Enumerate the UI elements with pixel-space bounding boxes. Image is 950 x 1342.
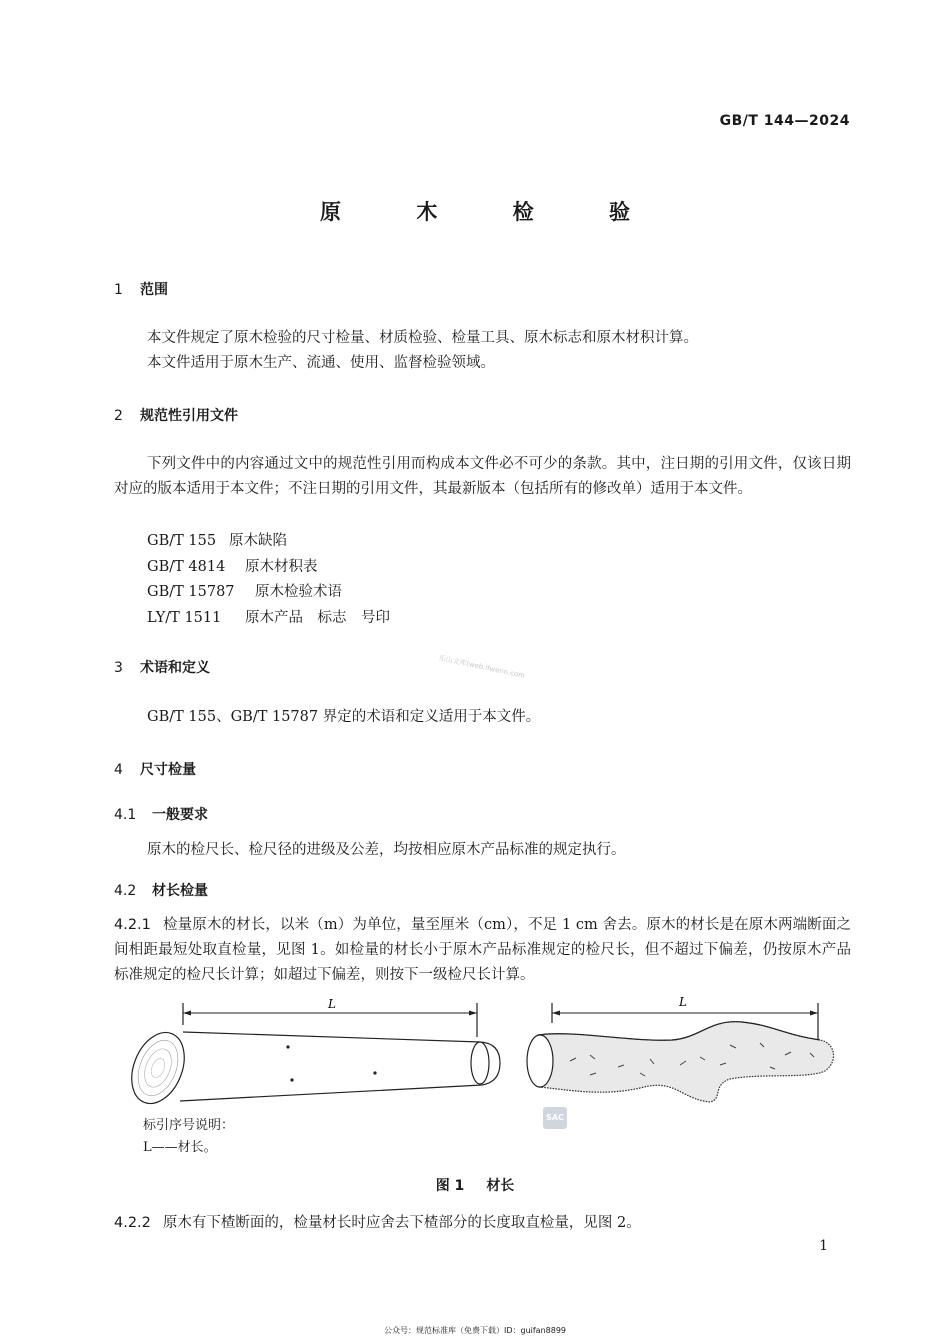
section-1-heading [114, 279, 168, 299]
subsection-4-2-heading [114, 880, 208, 900]
ref-code: GB/T 155 [147, 533, 217, 549]
subsection-title: 材长检量 [152, 883, 208, 899]
section-title: 术语和定义 [140, 660, 210, 676]
section-2-para-1: 下列文件中的内容通过文中的规范性引用而构成本文件必不可少的条款。其中，注日期的引用文件，仅该日期对应的版本适用于本文件；不注日期的引用文件，其最新版本（包括所有的修改单）适用于本文件。 [114, 456, 851, 497]
section-3-heading [114, 657, 210, 677]
ref-title: 原木产品 标志 号印 [245, 610, 390, 626]
page-number: 1 [819, 1238, 828, 1254]
section-number: 4 [114, 762, 123, 778]
subsection-title: 一般要求 [152, 807, 208, 823]
figure-legend-title: 标引序号说明： [143, 1118, 235, 1133]
clause-text: 检量原木的材长，以米（m）为单位，量至厘米（cm），不足 1 cm 舍去。原木的材长是在原木两端断面之间相距最短处取直检量，见图 1。如检量的材长小于原木产品标准规定的检尺长，但不超过下偏差，仍按原木产品标准规定的检尺长计算；如超过下偏差，则按下一级检尺长计算。 [114, 917, 851, 983]
normative-ref [147, 555, 318, 576]
ref-code: LY/T 1511 [147, 610, 222, 626]
subsection-number: 4.2 [114, 883, 137, 899]
clause-number: 4.2.1 [114, 917, 151, 933]
length-label-right: L [679, 995, 687, 1009]
ref-title: 原木检验术语 [255, 584, 342, 600]
normative-ref [147, 580, 342, 601]
clause-4-2-1 [114, 913, 851, 988]
clause-number: 4.2.2 [114, 1215, 151, 1231]
watermark: 乐山文库(web.lfwenn.com [438, 653, 526, 681]
ref-title: 原木缺陷 [229, 533, 287, 549]
footer-note: 公众号：规范标准库（免费下载）ID：guifan8899 [383, 1326, 567, 1335]
figure-legend-item: L——材长。 [143, 1140, 217, 1155]
clause-text: 原木有下楂断面的，检量材长时应舍去下楂部分的长度取直检量，见图 2。 [162, 1215, 641, 1231]
subsection-number: 4.1 [114, 807, 137, 823]
section-1-para-1: 本文件规定了原木检验的尺寸检量、材质检验、检量工具、原木标志和原木材积计算。 [147, 330, 698, 346]
section-2-heading [114, 405, 238, 425]
ref-code: GB/T 15787 [147, 584, 235, 600]
ref-title: 原木材积表 [245, 559, 318, 575]
ref-code: GB/T 4814 [147, 559, 226, 575]
subsection-4-1-para: 原木的检尺长、检尺径的进级及公差，均按相应原木产品标准的规定执行。 [147, 842, 626, 858]
section-title: 规范性引用文件 [140, 408, 238, 424]
normative-ref [147, 529, 287, 550]
figure-title: 材长 [486, 1178, 515, 1194]
section-number: 1 [114, 282, 123, 298]
figure-number: 图 1 [435, 1178, 465, 1194]
section-title: 范围 [140, 282, 168, 298]
standard-code: GB/T 144—2024 [719, 113, 850, 129]
length-label-left: L [328, 997, 336, 1011]
section-4-heading [114, 759, 196, 779]
clause-4-2-2 [114, 1211, 851, 1236]
section-3-para-1: GB/T 155、GB/T 15787 界定的术语和定义适用于本文件。 [147, 709, 541, 725]
document-title: 原 木 检 验 [320, 200, 664, 224]
crooked-log-illustration [527, 1003, 834, 1102]
section-number: 2 [114, 408, 123, 424]
figure-1-log-length [120, 995, 840, 1115]
section-title: 尺寸检量 [140, 762, 196, 778]
sac-logo: SAC [543, 1107, 567, 1129]
straight-log-illustration [122, 1003, 500, 1111]
normative-ref [147, 606, 390, 627]
section-number: 3 [114, 660, 123, 676]
figure-1-caption [0, 1175, 950, 1195]
subsection-4-1-heading [114, 804, 208, 824]
section-1-para-2: 本文件适用于原木生产、流通、使用、监督检验领域。 [147, 355, 495, 371]
